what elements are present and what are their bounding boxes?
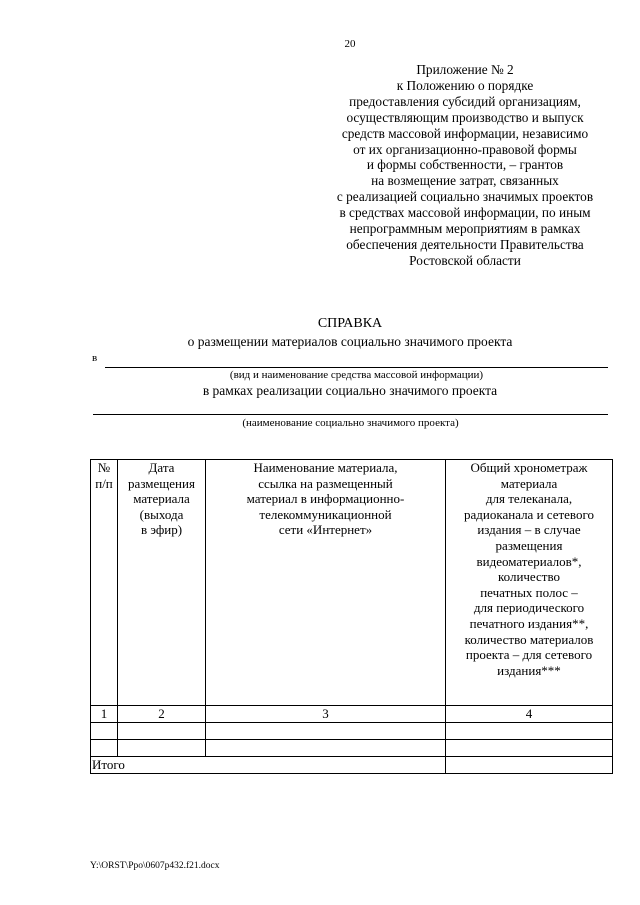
appendix-line: Приложение № 2 [416,62,514,77]
header-line: материала [500,475,558,491]
table-cell [91,722,118,739]
media-name-caption: (вид и наименование средства массовой информации) [229,369,484,381]
header-line: количество материалов [464,631,594,647]
header-line: размещения [128,475,195,491]
total-value-cell [446,756,613,773]
header-cell-number [91,460,118,706]
appendix-line: предоставления субсидий организациям, [349,93,581,109]
header-line: для телеканала, [485,491,573,507]
media-name-line [105,367,608,368]
column-number-row [91,706,613,723]
project-name-line [93,414,608,415]
appendix-line: с реализацией социально значимых проектов [336,189,594,205]
header-line: ссылка на размещенный [258,475,393,491]
appendix-line: к Положению о порядке [396,77,534,93]
header-line: (выхода [139,506,184,522]
header-line: размещения [495,537,563,553]
header-line: материал в информационно- [246,491,405,507]
header-line: материала [133,491,190,507]
table-header-row [91,460,613,706]
project-name-caption: (наименование социально значимого проекта) [242,417,459,429]
page-number: 20 [344,38,356,50]
header-line: № [97,460,111,475]
footer-file-path: Y:\ORST\Ppo\0607p432.f21.docx [90,861,220,871]
header-line: п/п [95,475,113,491]
column-number-cell: 1 [91,706,118,723]
column-number-cell: 2 [118,706,206,723]
header-line: издания*** [497,662,561,678]
header-line: печатных полос – [480,584,578,600]
appendix-line: непрограммным мероприятиям в рамках [349,221,581,237]
project-intro-text: в рамках реализации социально значимого проекта [202,383,498,398]
table-cell [446,739,613,756]
table-cell [118,722,206,739]
appendix-line: Ростовской области [409,252,521,268]
document-subtitle: о размещении материалов социально значимого проекта [187,334,513,349]
appendix-line: обеспечения деятельности Правительства [346,236,584,252]
header-line: Наименование материала, [253,460,398,475]
table-cell [91,739,118,756]
table-row [91,739,613,756]
appendix-line: от их организационно-правовой формы [353,141,577,157]
header-line: проекта – для сетевого [465,647,593,663]
appendix-line: на возмещение затрат, связанных [371,173,559,189]
table-row [91,722,613,739]
header-line: Дата [148,460,175,475]
header-line: для периодического [473,600,585,616]
header-line: телекоммуникационной [259,506,392,522]
total-label: Итого [91,756,446,773]
header-line: количество [497,569,561,585]
header-line: Общий хронометраж [470,460,588,475]
header-line: видеоматериалов*, [476,553,582,569]
header-cell-date [118,460,206,706]
appendix-line: в средствах массовой информации, по иным [339,205,591,221]
table-cell [446,722,613,739]
appendix-block [300,62,630,269]
appendix-line: и формы собственности, – грантов [366,157,564,173]
header-line: печатного издания**, [469,615,589,631]
header-cell-timing [446,460,613,706]
header-line: радиоканала и сетевого [464,506,594,522]
table-cell [206,739,446,756]
header-cell-material-name [206,460,446,706]
media-prefix-label: в [92,352,98,364]
header-line: в эфир) [140,522,183,538]
header-line: сети «Интернет» [278,522,373,538]
materials-table [90,459,613,774]
header-line: издания – в случае [477,522,581,538]
document-title: СПРАВКА [317,316,383,331]
table-cell [118,739,206,756]
column-number-cell: 3 [206,706,446,723]
column-number-cell: 4 [446,706,613,723]
appendix-line: осуществляющим производство и выпуск [346,109,584,125]
total-row [91,756,613,773]
appendix-line: средств массовой информации, независимо [341,125,589,141]
table-cell [206,722,446,739]
